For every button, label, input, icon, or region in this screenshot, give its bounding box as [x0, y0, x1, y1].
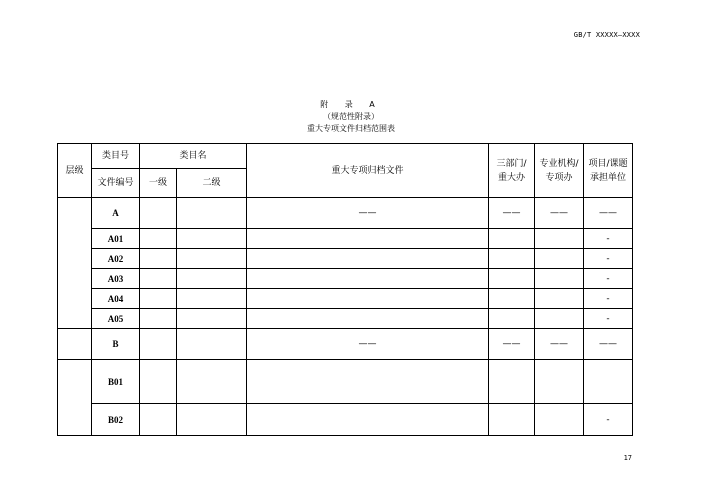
first-level-header: 一级 — [140, 169, 177, 198]
first-level-cell — [140, 289, 177, 309]
second-level-cell — [177, 309, 247, 329]
table-row — [58, 249, 633, 269]
category-name-header: 类目名 — [140, 144, 247, 169]
dept-cell: —— — [489, 198, 535, 229]
row-code: B01 — [92, 360, 140, 404]
second-level-cell — [177, 360, 247, 404]
second-level-cell — [177, 269, 247, 289]
level-cell — [58, 360, 92, 436]
first-level-cell — [140, 198, 177, 229]
unit-cell: - — [584, 404, 633, 436]
table-row — [58, 329, 633, 360]
dept-cell — [489, 309, 535, 329]
table-row — [58, 309, 633, 329]
page-number: 17 — [623, 454, 632, 462]
dept-header-line1: 三部门/ — [496, 158, 527, 169]
archive-files-cell — [247, 229, 489, 249]
dept-cell — [489, 404, 535, 436]
dept-cell — [489, 269, 535, 289]
second-level-cell — [177, 198, 247, 229]
first-level-cell — [140, 249, 177, 269]
first-level-cell — [140, 229, 177, 249]
dept-cell — [489, 289, 535, 309]
archive-files-cell — [247, 289, 489, 309]
org-cell — [535, 404, 584, 436]
dept-cell — [489, 360, 535, 404]
row-code: A05 — [92, 309, 140, 329]
archive-files-cell — [247, 269, 489, 289]
org-cell: —— — [535, 198, 584, 229]
level-header: 层级 — [58, 144, 92, 198]
row-code: A03 — [92, 269, 140, 289]
row-code: A02 — [92, 249, 140, 269]
dept-cell — [489, 229, 535, 249]
unit-cell: - — [584, 269, 633, 289]
unit-cell: —— — [584, 198, 633, 229]
archive-files-cell — [247, 309, 489, 329]
table-row — [58, 404, 633, 436]
unit-cell: - — [584, 309, 633, 329]
first-level-cell — [140, 269, 177, 289]
org-cell: —— — [535, 329, 584, 360]
row-code: B02 — [92, 404, 140, 436]
category-no-header: 类目号 — [92, 144, 140, 169]
dept-cell: —— — [489, 329, 535, 360]
unit-cell: —— — [584, 329, 633, 360]
org-cell — [535, 249, 584, 269]
archive-scope-table — [57, 143, 633, 436]
header-row-1 — [58, 144, 633, 169]
table-title: 重大专项文件归档范围表 — [307, 124, 395, 133]
second-level-cell — [177, 329, 247, 360]
first-level-cell — [140, 329, 177, 360]
level-cell — [58, 329, 92, 360]
second-level-header: 二级 — [177, 169, 247, 198]
second-level-cell — [177, 249, 247, 269]
row-code: B — [92, 329, 140, 360]
org-cell — [535, 360, 584, 404]
org-cell — [535, 229, 584, 249]
archive-files-cell: —— — [247, 329, 489, 360]
org-header-line1: 专业机构/ — [539, 158, 579, 169]
row-code: A — [92, 198, 140, 229]
table-row — [58, 198, 633, 229]
first-level-cell — [140, 309, 177, 329]
archive-files-cell — [247, 360, 489, 404]
second-level-cell — [177, 229, 247, 249]
archive-files-cell: —— — [247, 198, 489, 229]
dept-header — [489, 144, 535, 198]
org-header-line2: 专项办 — [545, 172, 573, 183]
row-code: A04 — [92, 289, 140, 309]
row-code: A01 — [92, 229, 140, 249]
unit-cell: - — [584, 289, 633, 309]
table-row — [58, 360, 633, 404]
archive-files-header: 重大专项归档文件 — [247, 144, 489, 198]
unit-header — [584, 144, 633, 198]
unit-header-line1: 项目/课题 — [588, 158, 628, 169]
standard-code: GB/T XXXXX—XXXX — [573, 31, 640, 39]
file-no-header: 文件编号 — [92, 169, 140, 198]
unit-header-line2: 承担单位 — [590, 172, 627, 183]
table-row — [58, 269, 633, 289]
first-level-cell — [140, 404, 177, 436]
org-cell — [535, 309, 584, 329]
org-header — [535, 144, 584, 198]
appendix-title: 附 录 A — [320, 100, 382, 109]
level-cell — [58, 198, 92, 329]
archive-files-cell — [247, 249, 489, 269]
org-cell — [535, 269, 584, 289]
unit-cell — [584, 360, 633, 404]
unit-cell: - — [584, 249, 633, 269]
dept-cell — [489, 249, 535, 269]
second-level-cell — [177, 404, 247, 436]
archive-files-cell — [247, 404, 489, 436]
second-level-cell — [177, 289, 247, 309]
table-row — [58, 229, 633, 249]
unit-cell: - — [584, 229, 633, 249]
org-cell — [535, 289, 584, 309]
appendix-note: （规范性附录） — [323, 112, 379, 121]
dept-header-line2: 重大办 — [498, 172, 526, 183]
first-level-cell — [140, 360, 177, 404]
table-row — [58, 289, 633, 309]
